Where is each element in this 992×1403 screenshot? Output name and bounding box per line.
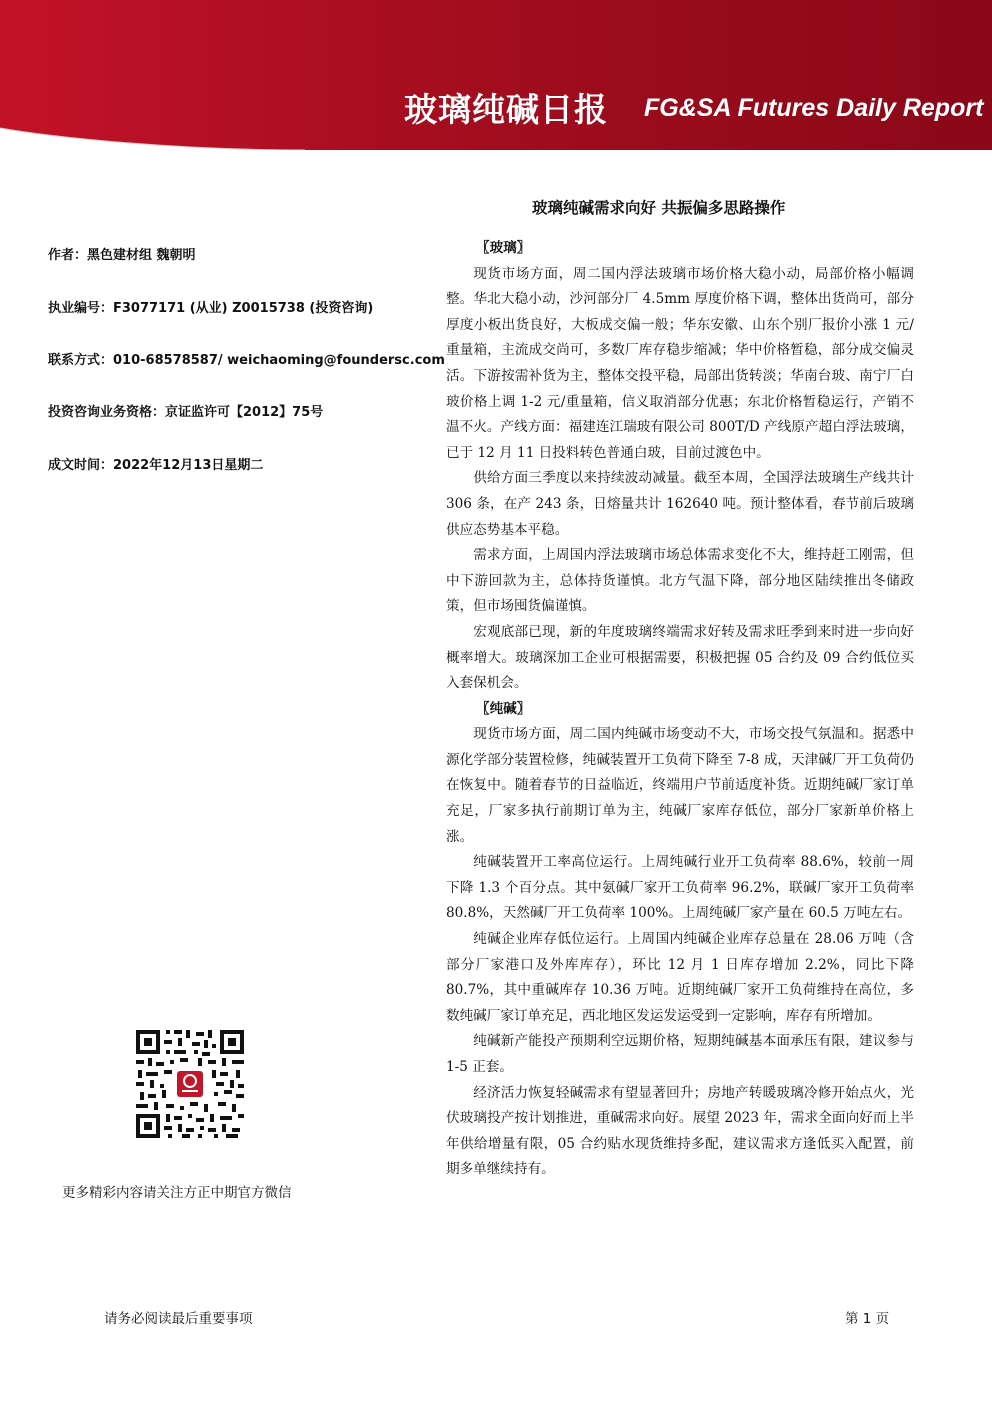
glass-paragraph: 供给方面三季度以来持续波动减量。截至本周，全国浮法玻璃生产线共计 306 条，在产 243 条，日熔量共计 162640 吨。预计整体看，春节前后玻璃供应态势基本平稳。 — [446, 470, 914, 538]
glass-paragraph: 需求方面，上周国内浮法玻璃市场总体需求变化不大，维持赶工刚需，但中下游回款为主，总体持货谨慎。北方气温下降，部分地区陆续推出冬储政策，但市场囤货偏谨慎。 — [446, 547, 914, 615]
report-title-en: FG&SA Futures Daily Report — [644, 94, 984, 122]
glass-paragraph: 现货市场方面，周二国内浮法玻璃市场价格大稳小动，局部价格小幅调整。华北大稳小动，沙河部分厂 4.5mm 厚度价格下调，整体出货尚可，部分厚度小板出货良好，大板成交偏一般；华东安徽、山东个别厂报价小涨 1 元/重量箱，主流成交尚可，多数厂库存稳步缩减；华中价格暂稳，部分成交偏灵活。下游按需补货为主，整体交投平稳，局部出货转淡；华南台玻、南宁厂白玻价格上调 1-2 元/重量箱，信义取消部分优惠；东北价格暂稳运行，产销不温不火。产线方面：福建连江瑞玻有限公司 800T/D 产线原产超白浮法玻璃，已于 12 月 11 日投料转色普通白玻，目前过渡色中。 — [446, 265, 914, 461]
report-title-cn: 玻璃纯碱日报 — [404, 90, 608, 129]
qualification-line: 投资咨询业务资格：京证监许可【2012】75号 — [48, 405, 324, 420]
footer-notice: 请务必阅读最后重要事项 — [104, 1311, 253, 1327]
qr-caption: 更多精彩内容请关注方正中期官方微信 — [62, 1185, 292, 1201]
soda-paragraph: 纯碱企业库存低位运行。上周国内纯碱企业库存总量在 28.06 万吨（含部分厂家港口及外库库存），环比 12 月 1 日库存增加 2.2%，同比下降 80.7%，其中重碱库存 10.36 万吨。近期纯碱厂家开工负荷维持在高位，多数纯碱厂家订单充足，西北地区发运发运受到一定影响，库存有所增加。 — [446, 931, 914, 1024]
qr-code-graphic — [134, 1028, 246, 1140]
author-line: 作者：黑色建材组 魏朝明 — [48, 248, 196, 263]
article-headline: 玻璃纯碱需求向好 共振偏多思路操作 — [532, 199, 786, 217]
section-heading-glass: 〖玻璃〗 — [476, 240, 531, 256]
section-heading-soda: 〖纯碱〗 — [476, 700, 531, 717]
glass-paragraph: 宏观底部已现，新的年度玻璃终端需求好转及需求旺季到来时进一步向好概率增大。玻璃深加工企业可根据需要，积极把握 05 合约及 09 合约低位买入套保机会。 — [446, 623, 914, 692]
soda-paragraph: 经济活力恢复轻碱需求有望显著回升；房地产转暖玻璃冷修开始点火，光伏玻璃投产按计划推进，重碱需求向好。展望 2023 年，需求全面向好而上半年供给增量有限，05 合约贴水现货维持多配，建议需求方逢低买入配置，前期多单继续持有。 — [446, 1084, 914, 1178]
date-line: 成文时间：2022年12月13日星期二 — [48, 458, 264, 473]
soda-paragraph: 纯碱新产能投产预期利空远期价格，短期纯碱基本面承压有限，建议参与 1-5 正套。 — [446, 1033, 914, 1075]
soda-paragraph: 纯碱装置开工率高位运行。上周纯碱行业开工负荷率 88.6%，较前一周下降 1.3 个百分点。其中氨碱厂家开工负荷率 96.2%，联碱厂家开工负荷率 80.8%，天然碱厂开工负荷率 100%。上周纯碱厂家产量在 60.5 万吨左右。 — [446, 854, 914, 922]
license-line: 执业编号：F3077171 (从业) Z0015738 (投资咨询) — [48, 301, 374, 316]
contact-line: 联系方式：010-68578587/ weichaoming@foundersc.com — [48, 353, 445, 368]
soda-paragraph: 现货市场方面，周二国内纯碱市场变动不大，市场交投气氛温和。据悉中源化学部分装置检修，纯碱装置开工负荷下降至 7-8 成，天津碱厂开工负荷仍在恢复中。随着春节的日益临近，终端用户节前适度补货。近期纯碱厂家订单充足，厂家多执行前期订单为主，纯碱厂家库存低位，部分厂家新单价格上涨。 — [446, 726, 914, 845]
header-banner — [0, 0, 992, 150]
page-number: 第 1 页 — [845, 1311, 890, 1327]
wechat-qr-code — [134, 1028, 246, 1140]
report-body — [446, 236, 914, 1183]
